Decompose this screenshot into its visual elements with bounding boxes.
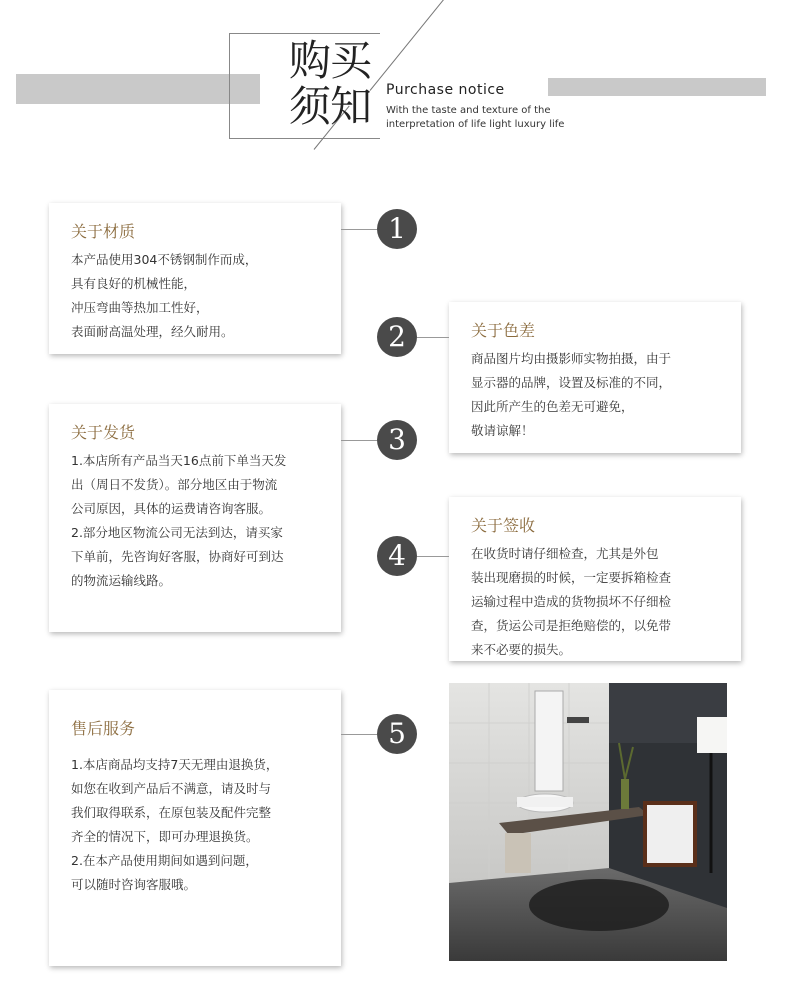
bathroom-illustration	[449, 683, 727, 961]
section-color-card: 关于色差 商品图片均由摄影师实物拍摄，由于 显示器的品牌，设置及标准的不同， 因此所产生的色差无可避免， 敬请谅解！	[449, 302, 741, 453]
bathroom-photo	[449, 683, 727, 961]
connector-2	[417, 337, 449, 338]
section-aftersales-card: 售后服务 1.本店商品均支持7天无理由退换货， 如您在收到产品后不满意，请及时与 我们取得联系，在原包装及配件完整 齐全的情况下，即可办理退换货。 2.在本产品使用期间如遇到问题， 可以随时咨询客服哦。	[49, 690, 341, 966]
page-subtitle: With the taste and texture of the interpretation of life light luxury life	[386, 105, 565, 130]
section-shipping-card: 关于发货 1.本店所有产品当天16点前下单当天发 出（周日不发货）。部分地区由于物流 公司原因，具体的运费请咨询客服。 2.部分地区物流公司无法到达，请买家 下单前，先咨询好客服，协商好可到达 的物流运输线路。	[49, 404, 341, 632]
connector-3	[341, 440, 377, 441]
section-number-3: 3	[377, 420, 417, 460]
page-title-cn: 购买 须知	[289, 36, 372, 131]
section-number-4: 4	[377, 536, 417, 576]
header-bar-left	[16, 74, 260, 104]
section-title: 关于发货	[71, 423, 136, 442]
section-number-2: 2	[377, 317, 417, 357]
section-material-card: 关于材质 本产品使用304不锈钢制作而成， 具有良好的机械性能， 冲压弯曲等热加工性好， 表面耐高温处理，经久耐用。	[49, 203, 341, 354]
section-number-5: 5	[377, 714, 417, 754]
page-title-en: Purchase notice	[386, 82, 505, 98]
section-receipt-card: 关于签收 在收货时请仔细检查，尤其是外包 装出现磨损的时候，一定要拆箱检查 运输过程中造成的货物损坏不仔细检 查，货运公司是拒绝赔偿的，以免带 来不必要的损失。	[449, 497, 741, 661]
section-title: 关于色差	[471, 321, 536, 340]
section-number-1: 1	[377, 209, 417, 249]
section-title: 关于材质	[71, 222, 136, 241]
connector-1	[341, 229, 377, 230]
header-bar-right	[548, 78, 766, 96]
connector-5	[341, 734, 377, 735]
section-title: 关于签收	[471, 516, 536, 535]
section-title: 售后服务	[71, 719, 136, 738]
connector-4	[417, 556, 449, 557]
